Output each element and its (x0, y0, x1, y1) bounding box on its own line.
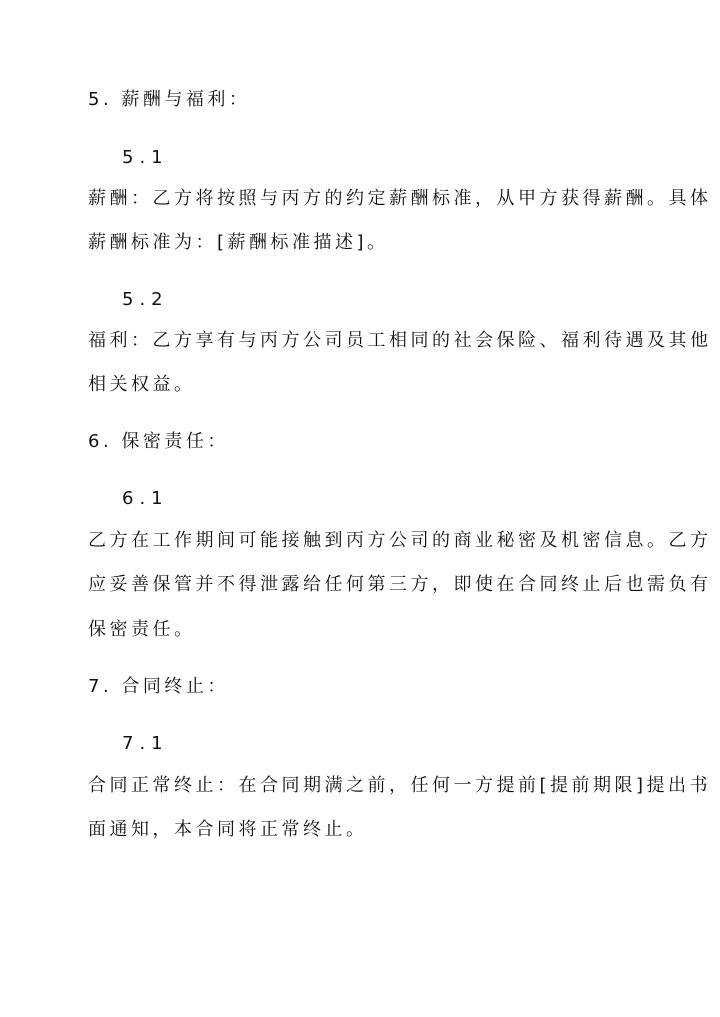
clause-5-1-number: 5.1 (122, 147, 169, 168)
clause-7-1-text-line-1: 合同正常终止：在合同期满之前，任何一方提前[提前期限]提出书 (88, 775, 712, 796)
clause-5-2-number: 5.2 (122, 289, 169, 310)
clause-7-1-number: 7.1 (122, 733, 169, 754)
clause-6-1-text-line-2: 应妥善保管并不得泄露给任何第三方，即使在合同终止后也需负有 (88, 574, 712, 595)
clause-6-1-text-line-1: 乙方在工作期间可能接触到丙方公司的商业秘密及机密信息。乙方 (88, 530, 712, 551)
clause-5-2-text-line-2: 相关权益。 (88, 374, 196, 395)
clause-7-1-text-line-2: 面通知，本合同将正常终止。 (88, 819, 368, 840)
section-7-heading: 7. 合同终止： (88, 676, 229, 697)
clause-5-1-text-line-2: 薪酬标准为：[薪酬标准描述]。 (88, 232, 389, 253)
section-5-heading: 5. 薪酬与福利： (88, 89, 251, 110)
clause-5-2-text-line-1: 福利：乙方享有与丙方公司员工相同的社会保险、福利待遇及其他 (88, 330, 712, 351)
clause-6-1-number: 6.1 (122, 488, 169, 509)
clause-6-1-text-line-3: 保密责任。 (88, 619, 196, 640)
section-6-heading: 6. 保密责任： (88, 431, 229, 452)
clause-5-1-text-line-1: 薪酬：乙方将按照与丙方的约定薪酬标准，从甲方获得薪酬。具体 (88, 188, 712, 209)
